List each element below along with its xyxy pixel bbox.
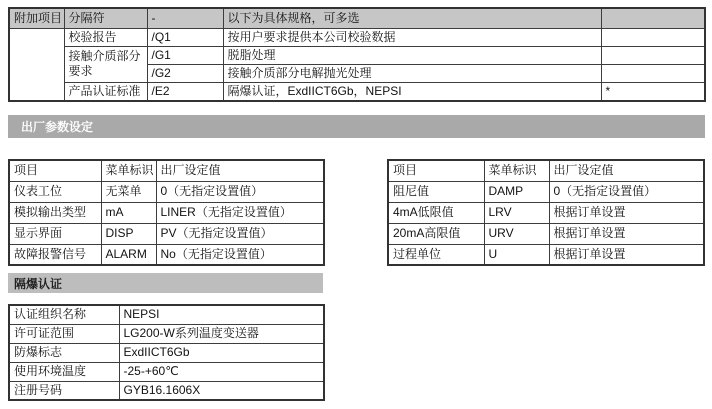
additional-items-header-row [9, 8, 705, 28]
table-row [9, 343, 324, 362]
header-cell-factory-value: 出厂设定值 [549, 160, 704, 181]
header-cell-item: 项目 [388, 160, 484, 181]
table-row [9, 223, 324, 244]
param-header-row [9, 160, 324, 181]
table-row [388, 244, 704, 265]
value-cell: GYB16.1606X [119, 381, 324, 400]
header-cell-dash: - [147, 8, 223, 28]
table-row [9, 181, 324, 202]
item-cell: 校验报告 [64, 28, 147, 46]
code-cell: /G1 [147, 46, 223, 64]
header-cell-factory-value: 出厂设定值 [156, 160, 324, 181]
menu-id-cell: 无菜单 [101, 181, 156, 202]
header-cell-spec-note: 以下为具体规格，可多选 [223, 8, 601, 28]
value-cell: 根据订单设置 [549, 244, 704, 265]
explosion-proof-table [8, 304, 325, 401]
table-row [9, 244, 324, 265]
item-cell: 过程单位 [388, 244, 484, 265]
value-cell: 根据订单设置 [549, 223, 704, 244]
label-cell: 许可证范围 [9, 324, 119, 343]
param-header-row [388, 160, 704, 181]
item-cell: 产品认证标准 [64, 82, 147, 101]
table-row [388, 202, 704, 223]
menu-id-cell: U [484, 244, 549, 265]
spec-cell: 脱脂处理 [223, 46, 601, 64]
item-cell: 故障报警信号 [9, 244, 101, 265]
header-cell-additional-items: 附加项目 [9, 8, 64, 28]
code-cell: /G2 [147, 64, 223, 82]
code-cell: /Q1 [147, 28, 223, 46]
table-row [9, 82, 705, 101]
code-cell: /E2 [147, 82, 223, 101]
explosion-proof-section-header: 隔爆认证 [8, 273, 323, 293]
label-cell: 使用环境温度 [9, 362, 119, 381]
table-row [9, 305, 324, 324]
menu-id-cell: ALARM [101, 244, 156, 265]
item-cell: 仪表工位 [9, 181, 101, 202]
item-cell: 20mA高限值 [388, 223, 484, 244]
table-row [388, 223, 704, 244]
value-cell: ExdIICT6Gb [119, 343, 324, 362]
value-cell: 0（无指定设置值） [549, 181, 704, 202]
factory-settings-section-header: 出厂参数设定 [8, 115, 705, 138]
note-cell [601, 28, 705, 46]
header-cell-menu-id: 菜单标识 [484, 160, 549, 181]
item-cell: 接触介质部分要求 [64, 46, 147, 82]
header-cell-empty [601, 8, 705, 28]
factory-settings-right-table [387, 159, 705, 266]
value-cell: NEPSI [119, 305, 324, 324]
item-cell: 显示界面 [9, 223, 101, 244]
item-cell: 模拟输出类型 [9, 202, 101, 223]
value-cell: LINER（无指定设置值） [156, 202, 324, 223]
table-row [9, 362, 324, 381]
value-cell: -25-+60℃ [119, 362, 324, 381]
header-cell-menu-id: 菜单标识 [101, 160, 156, 181]
menu-id-cell: DISP [101, 223, 156, 244]
table-row [9, 46, 705, 64]
value-cell: 0（无指定设置值） [156, 181, 324, 202]
menu-id-cell: LRV [484, 202, 549, 223]
menu-id-cell: DAMP [484, 181, 549, 202]
label-cell: 防爆标志 [9, 343, 119, 362]
table-row [9, 28, 705, 46]
note-cell [601, 46, 705, 64]
additional-items-table [8, 7, 706, 102]
spec-cell: 按用户要求提供本公司校验数据 [223, 28, 601, 46]
item-cell: 阻尼值 [388, 181, 484, 202]
spec-cell: 接触介质部分电解抛光处理 [223, 64, 601, 82]
header-cell-item: 项目 [9, 160, 101, 181]
header-cell-separator: 分隔符 [64, 8, 147, 28]
label-cell: 注册号码 [9, 381, 119, 400]
value-cell: No（无指定设置值） [156, 244, 324, 265]
empty-stub-cell [9, 28, 64, 101]
table-row [388, 181, 704, 202]
menu-id-cell: URV [484, 223, 549, 244]
label-cell: 认证组织名称 [9, 305, 119, 324]
table-row [9, 381, 324, 400]
value-cell: LG200-W系列温度变送器 [119, 324, 324, 343]
factory-settings-left-table [8, 159, 325, 266]
value-cell: 根据订单设置 [549, 202, 704, 223]
menu-id-cell: mA [101, 202, 156, 223]
table-row [9, 202, 324, 223]
item-cell: 4mA低限值 [388, 202, 484, 223]
value-cell: PV（无指定设置值） [156, 223, 324, 244]
spec-cell: 隔爆认证，ExdIICT6Gb，NEPSI [223, 82, 601, 101]
note-cell [601, 64, 705, 82]
note-cell: * [601, 82, 705, 101]
table-row [9, 324, 324, 343]
